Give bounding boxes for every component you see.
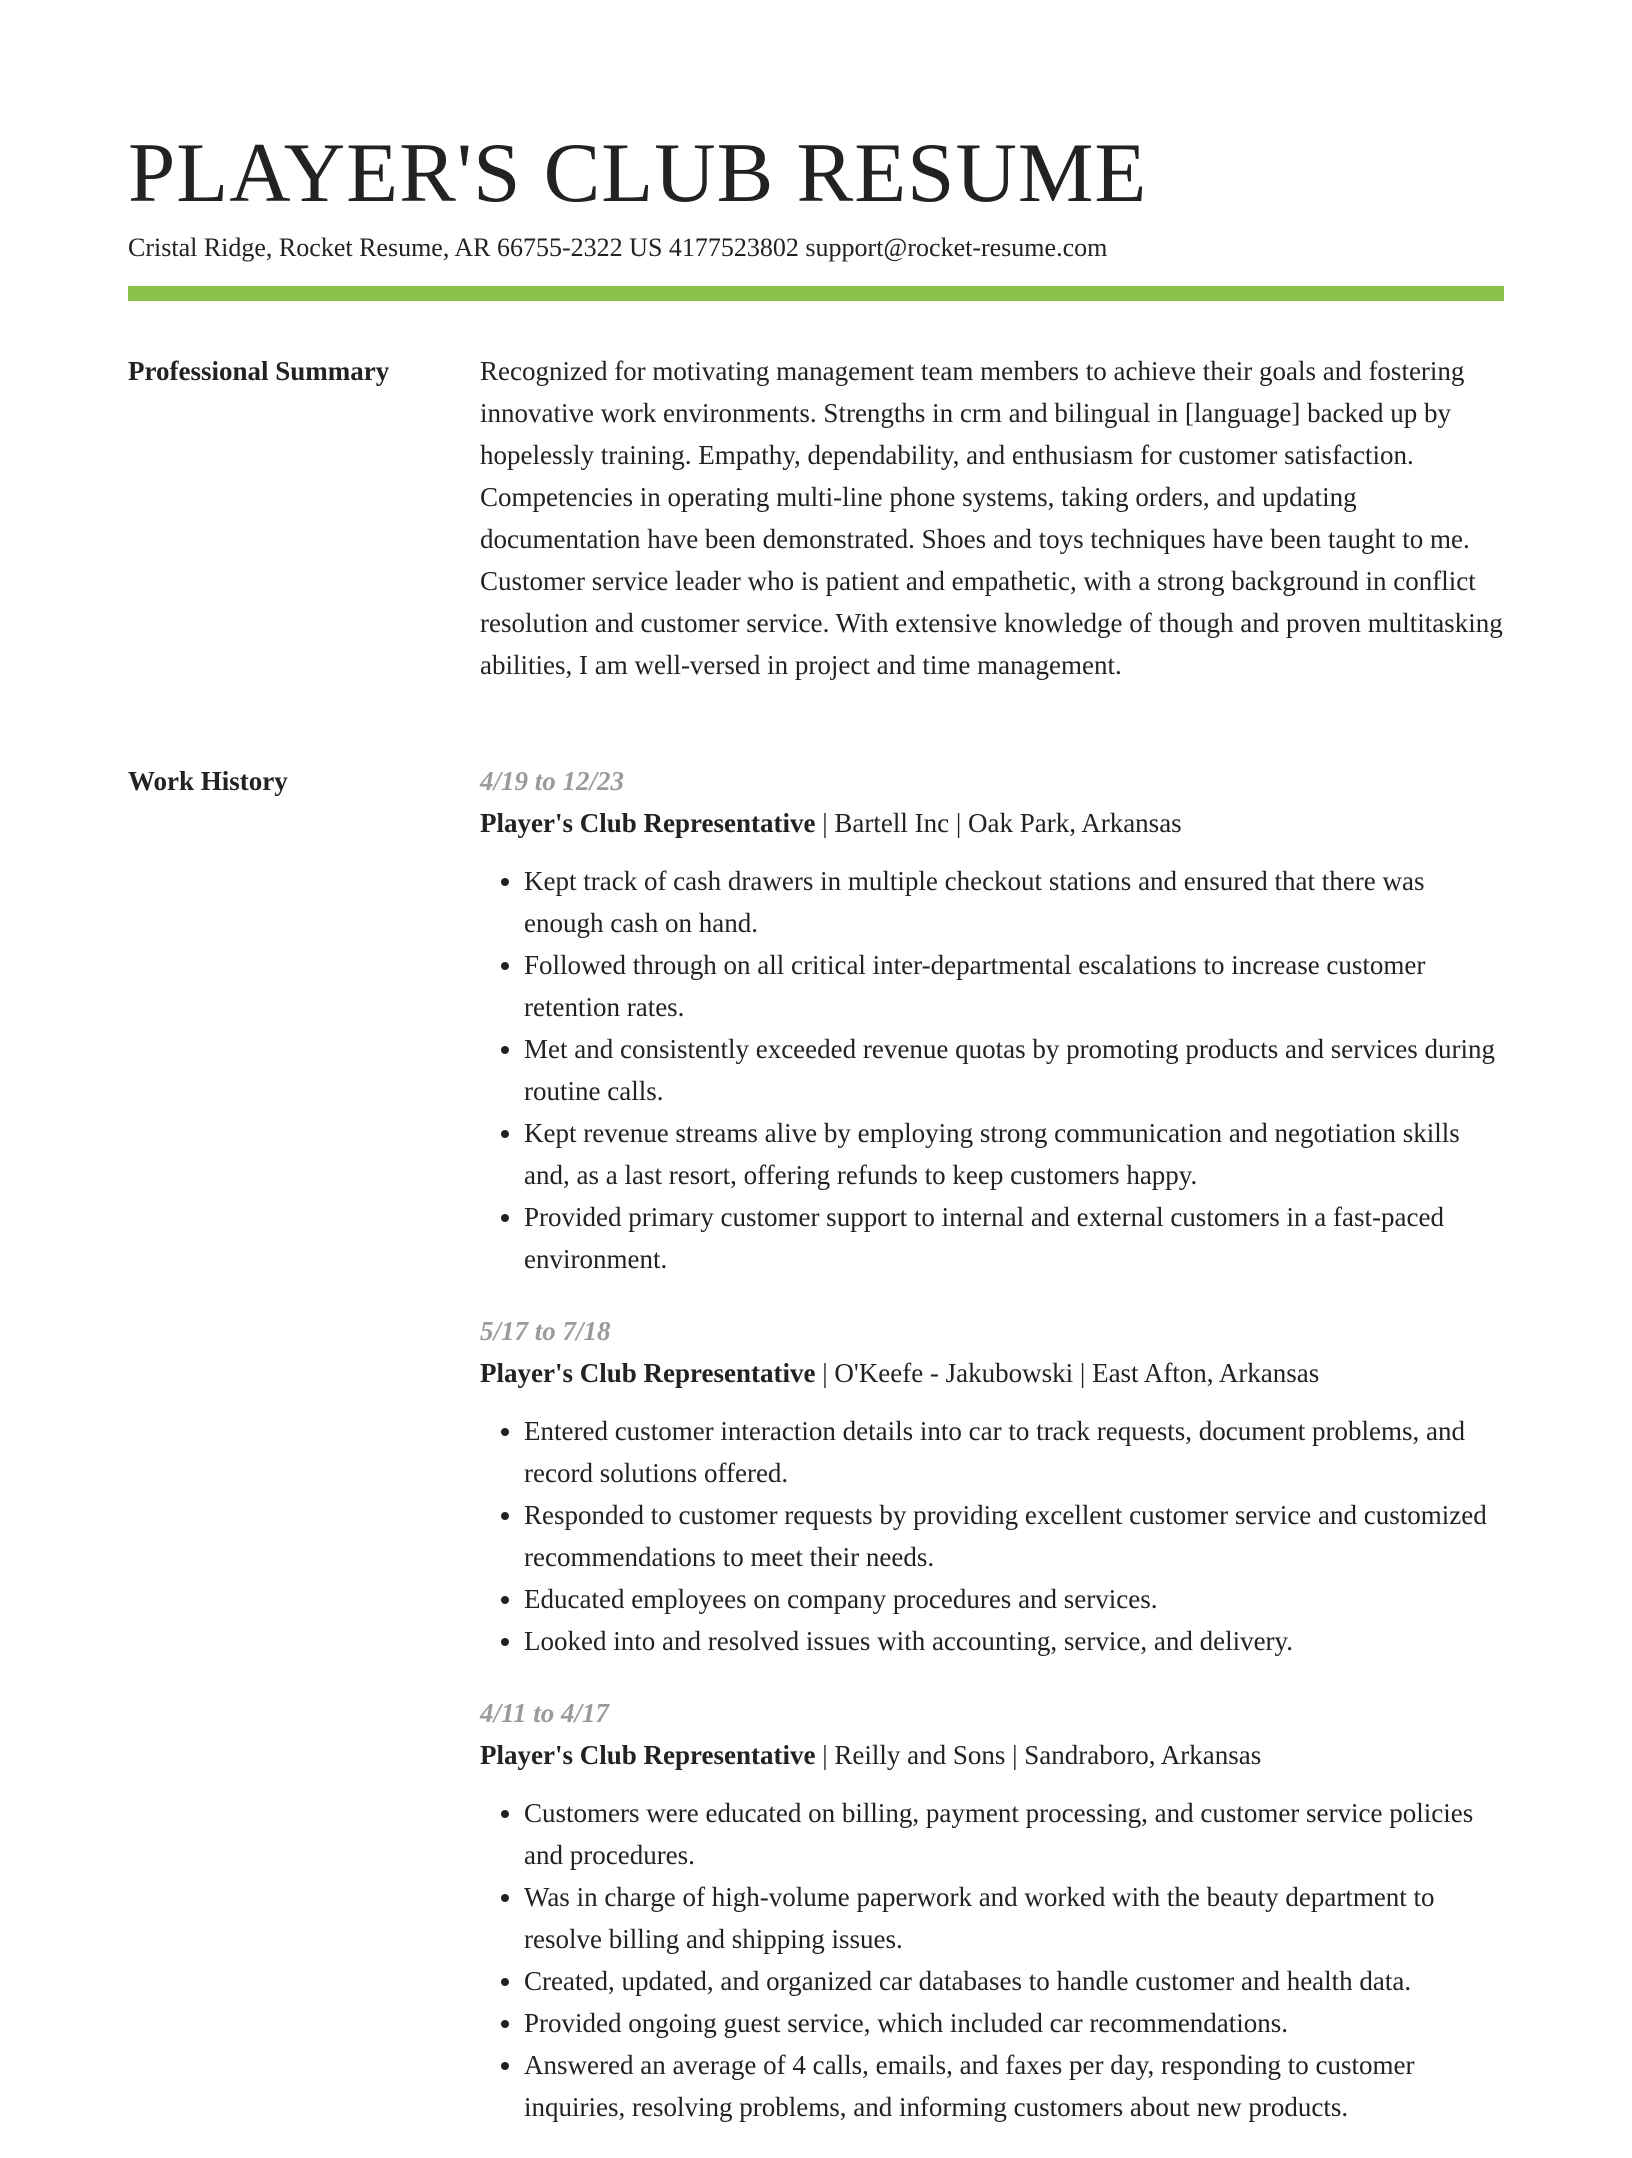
- summary-label: Professional Summary: [128, 356, 390, 386]
- job-dates: 4/19 to 12/23: [480, 766, 625, 796]
- job-title: Player's Club Representative: [480, 808, 816, 838]
- job-bullet-item: • Entered customer interaction details into car to track requests, document problems, and record solutions offered.: [524, 1410, 1504, 1494]
- job-details: | Bartell Inc | Oak Park, Arkansas: [815, 808, 1182, 838]
- job-dates: 5/17 to 7/18: [480, 1316, 611, 1346]
- work-history-body: [480, 760, 1504, 2158]
- job-title: Player's Club Representative: [480, 1358, 816, 1388]
- job-dates: 4/11 to 4/17: [480, 1698, 610, 1728]
- job-bullet-item: • Educated employees on company procedures and services.: [524, 1578, 1504, 1620]
- job-title-line: [480, 802, 1504, 844]
- job-details: | O'Keefe - Jakubowski | East Afton, Arkansas: [815, 1358, 1320, 1388]
- job-bullets: [480, 1792, 1504, 2128]
- job-entry: [480, 1310, 1504, 1662]
- job-bullet-item: • Provided ongoing guest service, which included car recommendations.: [524, 2002, 1504, 2044]
- job-bullet-item: • Created, updated, and organized car databases to handle customer and health data.: [524, 1960, 1504, 2002]
- job-bullet-item: • Looked into and resolved issues with accounting, service, and delivery.: [524, 1620, 1504, 1662]
- job-bullet-item: • Responded to customer requests by providing excellent customer service and customized recommendations to meet their needs.: [524, 1494, 1504, 1578]
- job-title: Player's Club Representative: [480, 1740, 816, 1770]
- job-details: | Reilly and Sons | Sandraboro, Arkansas: [815, 1740, 1262, 1770]
- job-bullet-item: • Answered an average of 4 calls, emails, and faxes per day, responding to customer inquiries, resolving problems, and informing customers about new products.: [524, 2044, 1504, 2128]
- job-bullet-item: • Followed through on all critical inter-departmental escalations to increase customer retention rates.: [524, 944, 1504, 1028]
- resume-title: PLAYER'S CLUB RESUME: [128, 126, 1148, 220]
- header-divider: [128, 286, 1504, 301]
- job-bullets: [480, 860, 1504, 1280]
- summary-text: Recognized for motivating management team members to achieve their goals and fostering innovative work environments. Strengths in crm and bilingual in [language] backed up by hopelessly training. Empathy, dependability, and enthusiasm for customer satisfaction. Competencies in operating multi-line phone systems, taking orders, and updating documentation have been demonstrated. Shoes and toys techniques have been taught to me. Customer service leader who is patient and empathetic, with a strong background in conflict resolution and customer service. With extensive knowledge of though and proven multitasking abilities, I am well-versed in project and time management.: [480, 356, 1503, 680]
- job-bullet-item: • Provided primary customer support to internal and external customers in a fast-paced environment.: [524, 1196, 1504, 1280]
- job-entry: [480, 1692, 1504, 2128]
- summary-body: [480, 350, 1504, 686]
- job-entry: [480, 760, 1504, 1280]
- job-title-line: [480, 1734, 1504, 1776]
- job-bullet-item: • Kept revenue streams alive by employing strong communication and negotiation skills and, as a last resort, offering refunds to keep customers happy.: [524, 1112, 1504, 1196]
- work-history-label: Work History: [128, 766, 288, 796]
- job-bullets: [480, 1410, 1504, 1662]
- contact-line: Cristal Ridge, Rocket Resume, AR 66755-2322 US 4177523802 support@rocket-resume.com: [128, 233, 1108, 262]
- job-bullet-item: • Customers were educated on billing, payment processing, and customer service policies and procedures.: [524, 1792, 1504, 1876]
- job-title-line: [480, 1352, 1504, 1394]
- job-bullet-item: • Was in charge of high-volume paperwork and worked with the beauty department to resolve billing and shipping issues.: [524, 1876, 1504, 1960]
- job-bullet-item: • Kept track of cash drawers in multiple checkout stations and ensured that there was enough cash on hand.: [524, 860, 1504, 944]
- job-bullet-item: • Met and consistently exceeded revenue quotas by promoting products and services during routine calls.: [524, 1028, 1504, 1112]
